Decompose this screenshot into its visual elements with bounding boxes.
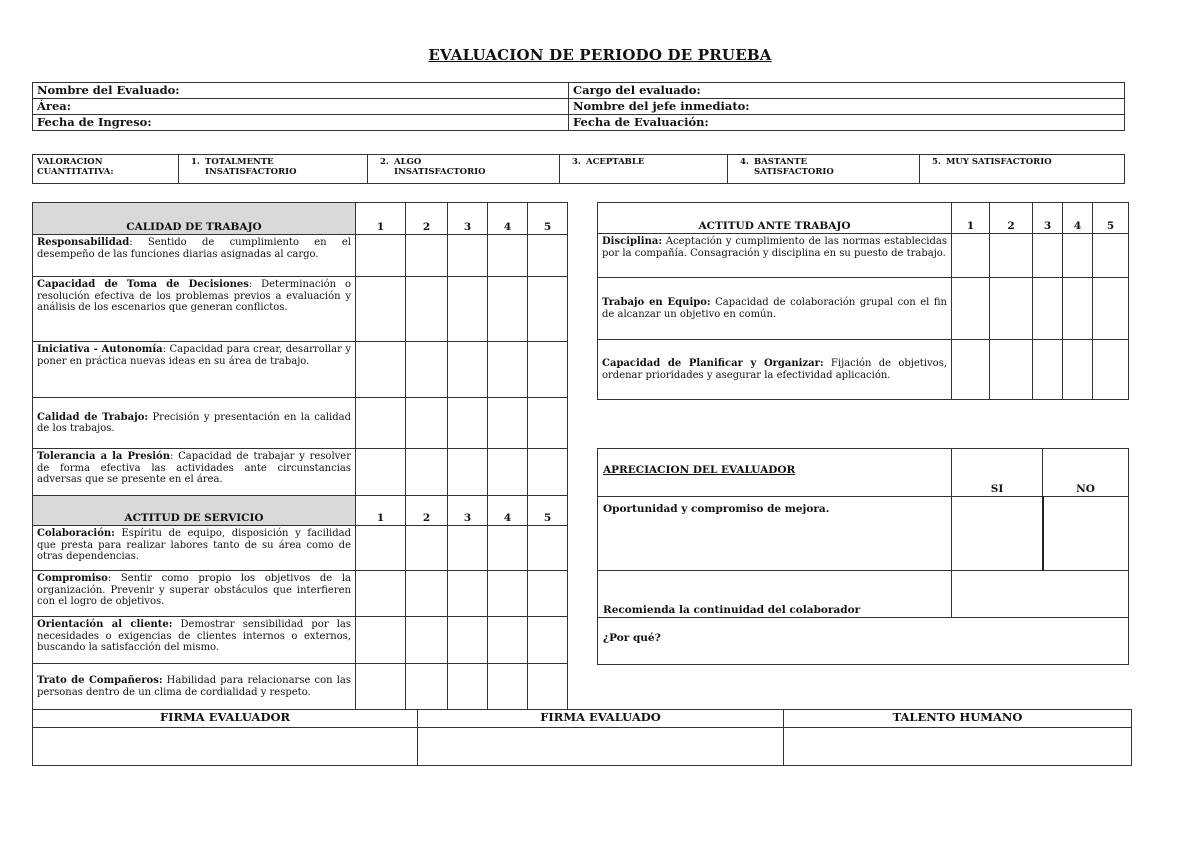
scale-item-3 xyxy=(560,155,728,184)
score-cell-4[interactable] xyxy=(488,571,528,617)
score-cell-3[interactable] xyxy=(1033,234,1063,278)
score-cell-3[interactable] xyxy=(448,398,488,449)
criterion-text xyxy=(598,234,952,278)
score-cell-3[interactable] xyxy=(448,277,488,342)
scale-label: VALORACION CUANTITATIVA: xyxy=(33,155,179,184)
score-cell-2[interactable] xyxy=(990,278,1033,340)
score-cell-5[interactable] xyxy=(528,277,568,342)
score-cell-5[interactable] xyxy=(528,526,568,571)
score-cell-2[interactable] xyxy=(406,571,448,617)
criterion-text xyxy=(33,342,356,398)
criterion-row xyxy=(33,449,568,496)
scale-num: 5. xyxy=(932,157,941,167)
section-header-servicio: ACTITUD DE SERVICIO xyxy=(33,496,356,526)
score-cell-1[interactable] xyxy=(356,571,406,617)
score-cell-1[interactable] xyxy=(952,234,990,278)
column-header-3: 3 xyxy=(448,203,488,235)
column-header-4: 4 xyxy=(488,496,528,526)
score-cell-4[interactable] xyxy=(1063,234,1093,278)
criterion-row xyxy=(33,342,568,398)
criterion-name: Trato de Compañeros: xyxy=(37,675,163,686)
score-cell-2[interactable] xyxy=(406,277,448,342)
criterion-row xyxy=(33,571,568,617)
scale-item-5 xyxy=(920,155,1125,184)
scale-num: 2. xyxy=(380,157,389,167)
criterion-description: Capacidad de colaboración grupal con el fin de alcanzar un objetivo en común. xyxy=(602,297,947,320)
column-header-4: 4 xyxy=(488,203,528,235)
score-cell-5[interactable] xyxy=(528,571,568,617)
supervisor-name-field[interactable]: Nombre del jefe inmediato: xyxy=(569,99,1125,115)
score-cell-3[interactable] xyxy=(448,342,488,398)
criterion-description: Precisión y presentación en la calidad de los trabajos. xyxy=(37,411,351,434)
criterion-text xyxy=(33,571,356,617)
criterion-text xyxy=(33,277,356,342)
score-cell-1[interactable] xyxy=(356,449,406,496)
criterion-row xyxy=(33,277,568,342)
score-cell-5[interactable] xyxy=(1093,234,1129,278)
score-cell-5[interactable] xyxy=(1093,278,1129,340)
column-header-1: 1 xyxy=(952,203,990,234)
evaluee-name-field[interactable]: Nombre del Evaluado: xyxy=(33,83,569,99)
column-header-2: 2 xyxy=(406,203,448,235)
score-cell-4[interactable] xyxy=(488,235,528,277)
criterion-description: Espíritu de equipo, disposición y facilidad que presta para realizar labores tanto de su área como de otras dependencias. xyxy=(37,528,351,562)
scale-text: BASTANTE SATISFACTORIO xyxy=(754,157,834,177)
criterion-row xyxy=(33,617,568,664)
score-cell-3[interactable] xyxy=(448,235,488,277)
scale-text: ACEPTABLE xyxy=(586,157,645,167)
start-date-field[interactable]: Fecha de Ingreso: xyxy=(33,115,569,131)
score-cell-1[interactable] xyxy=(356,398,406,449)
score-cell-2[interactable] xyxy=(406,449,448,496)
assessment-title: APRECIACION DEL EVALUADOR xyxy=(603,463,796,476)
criterion-description: Demostrar sensibilidad por las necesidades o exigencias de clientes internos o externos, buscando la satisfacción del mismo. xyxy=(37,619,352,653)
work-attitude-table xyxy=(597,202,1129,400)
criterion-row xyxy=(33,664,568,710)
score-cell-2[interactable] xyxy=(406,342,448,398)
score-cell-2[interactable] xyxy=(406,235,448,277)
criterion-description: : Capacidad para crear, desarrollar y poner en práctica nuevas ideas en su área de trabajo. xyxy=(37,344,352,367)
criterion-name: Capacidad de Planificar y Organizar: xyxy=(602,358,824,369)
score-cell-1[interactable] xyxy=(356,277,406,342)
evaluation-date-field[interactable]: Fecha de Evaluación: xyxy=(569,115,1125,131)
area-field[interactable]: Área: xyxy=(33,99,569,115)
evaluator-assessment-table xyxy=(597,448,1129,665)
improvement-opportunity-label: Oportunidad y compromiso de mejora. xyxy=(598,497,952,571)
criterion-text xyxy=(33,235,356,277)
scale-text: MUY SATISFACTORIO xyxy=(946,157,1052,167)
score-cell-1[interactable] xyxy=(952,278,990,340)
assessment-header xyxy=(598,449,952,497)
score-cell-2[interactable] xyxy=(990,234,1033,278)
score-cell-4[interactable] xyxy=(488,449,528,496)
criterion-name: Calidad de Trabajo: xyxy=(37,411,149,423)
scale-num: 1. xyxy=(191,157,200,167)
criterion-description: Aceptación y cumplimiento de las normas establecidas por la compañía. Consagración y disciplina en su puesto de trabajo. xyxy=(602,236,947,259)
section-header-calidad: CALIDAD DE TRABAJO xyxy=(33,203,356,235)
score-cell-4[interactable] xyxy=(488,617,528,664)
scale-num: 4. xyxy=(740,157,749,167)
criterion-text xyxy=(598,340,952,400)
score-cell-2[interactable] xyxy=(406,617,448,664)
score-cell-5[interactable] xyxy=(528,342,568,398)
criterion-description: : Determinación o resolución efectiva de los problemas previos a evaluación y análisis de los escenarios que generan conflictos. xyxy=(37,279,351,313)
column-header-5: 5 xyxy=(528,203,568,235)
column-header-2: 2 xyxy=(990,203,1033,234)
score-cell-4[interactable] xyxy=(1063,278,1093,340)
score-cell-1[interactable] xyxy=(356,617,406,664)
quality-service-table xyxy=(32,202,568,710)
criterion-row xyxy=(598,234,1129,278)
score-cell-5[interactable] xyxy=(528,449,568,496)
criterion-text xyxy=(33,398,356,449)
column-header-4: 4 xyxy=(1063,203,1093,234)
criterion-text xyxy=(33,617,356,664)
criterion-description: Habilidad para relacionarse con las personas dentro de un clima de cordialidad y respeto. xyxy=(37,675,351,698)
column-header-2: 2 xyxy=(406,496,448,526)
score-cell-2[interactable] xyxy=(406,398,448,449)
continuity-answer-cell[interactable] xyxy=(952,571,1129,618)
scale-item-2 xyxy=(368,155,560,184)
score-cell-3[interactable] xyxy=(448,664,488,710)
score-cell-4[interactable] xyxy=(1063,340,1093,400)
criterion-name: Compromiso xyxy=(37,573,108,584)
criterion-row xyxy=(598,278,1129,340)
criterion-description: Fijación de objetivos, ordenar prioridades y asegurar la efectividad aplicación. xyxy=(602,358,948,381)
column-header-1: 1 xyxy=(356,203,406,235)
column-header-3: 3 xyxy=(448,496,488,526)
criterion-description: : Sentido de cumplimiento en el desempeño de las funciones diarias asignadas al cargo. xyxy=(37,237,351,260)
criterion-row xyxy=(33,235,568,277)
evaluee-signature-label: FIRMA EVALUADO xyxy=(418,710,784,728)
criterion-name: Capacidad de Toma de Decisiones xyxy=(37,279,249,290)
criterion-text xyxy=(33,526,356,571)
evaluee-signature-field[interactable] xyxy=(418,728,784,766)
scale-text: TOTALMENTE INSATISFACTORIO xyxy=(205,157,297,177)
score-cell-1[interactable] xyxy=(356,342,406,398)
criterion-row xyxy=(33,398,568,449)
rating-scale-table xyxy=(32,154,1125,184)
no-header: NO xyxy=(1043,449,1129,497)
score-cell-2[interactable] xyxy=(406,526,448,571)
score-cell-5[interactable] xyxy=(528,398,568,449)
score-cell-5[interactable] xyxy=(528,664,568,710)
evaluator-signature-label: FIRMA EVALUADOR xyxy=(33,710,418,728)
score-cell-4[interactable] xyxy=(488,664,528,710)
improvement-no-cell[interactable] xyxy=(1043,497,1129,571)
score-cell-3[interactable] xyxy=(448,449,488,496)
score-cell-3[interactable] xyxy=(448,617,488,664)
evaluee-position-field[interactable]: Cargo del evaluado: xyxy=(569,83,1125,99)
score-cell-1[interactable] xyxy=(356,526,406,571)
score-cell-4[interactable] xyxy=(488,398,528,449)
score-cell-4[interactable] xyxy=(488,342,528,398)
employee-info-table xyxy=(32,82,1125,131)
signatures-table xyxy=(32,709,1132,766)
score-cell-4[interactable] xyxy=(488,526,528,571)
score-cell-3[interactable] xyxy=(448,571,488,617)
criterion-row xyxy=(33,526,568,571)
score-cell-5[interactable] xyxy=(528,235,568,277)
scale-item-1 xyxy=(179,155,368,184)
score-cell-5[interactable] xyxy=(1093,340,1129,400)
column-header-5: 5 xyxy=(528,496,568,526)
why-field[interactable]: ¿Por qué? xyxy=(598,618,1129,665)
human-talent-label: TALENTO HUMANO xyxy=(784,710,1132,728)
improvement-si-cell[interactable] xyxy=(952,497,1043,571)
score-cell-3[interactable] xyxy=(1033,278,1063,340)
criterion-name: Iniciativa - Autonomía xyxy=(37,344,163,355)
score-cell-1[interactable] xyxy=(952,340,990,400)
scale-item-4 xyxy=(728,155,920,184)
criterion-text xyxy=(33,664,356,710)
evaluator-signature-field[interactable] xyxy=(33,728,418,766)
criterion-row xyxy=(598,340,1129,400)
human-talent-signature-field[interactable] xyxy=(784,728,1132,766)
score-cell-3[interactable] xyxy=(448,526,488,571)
score-cell-3[interactable] xyxy=(1033,340,1063,400)
scale-text: ALGO INSATISFACTORIO xyxy=(394,157,486,177)
criterion-name: Disciplina: xyxy=(602,236,663,247)
criterion-description: : Capacidad de trabajar y resolver de forma efectiva las actividades ante circunstancias adversas que se presente en el área. xyxy=(37,451,351,485)
score-cell-2[interactable] xyxy=(406,664,448,710)
score-cell-4[interactable] xyxy=(488,277,528,342)
criterion-description: : Sentir como propio los objetivos de la organización. Prevenir y superar obstáculos que interfieren con el logro de objetivos. xyxy=(37,573,351,607)
continuity-recommendation-label: Recomienda la continuidad del colaborador xyxy=(598,571,952,618)
criterion-name: Trabajo en Equipo: xyxy=(602,297,711,308)
criterion-text xyxy=(598,278,952,340)
criterion-name: Colaboración: xyxy=(37,528,115,539)
score-cell-5[interactable] xyxy=(528,617,568,664)
page-title: EVALUACION DE PERIODO DE PRUEBA xyxy=(428,46,772,64)
score-cell-2[interactable] xyxy=(990,340,1033,400)
criterion-name: Responsabilidad xyxy=(37,237,130,248)
si-header: SI xyxy=(952,449,1043,497)
column-header-1: 1 xyxy=(356,496,406,526)
criterion-name: Orientación al cliente: xyxy=(37,619,173,630)
column-header-3: 3 xyxy=(1033,203,1063,234)
criterion-name: Tolerancia a la Presión xyxy=(37,451,170,462)
column-header-5: 5 xyxy=(1093,203,1129,234)
section-header-actitud: ACTITUD ANTE TRABAJO xyxy=(598,203,952,234)
criterion-text xyxy=(33,449,356,496)
score-cell-1[interactable] xyxy=(356,664,406,710)
scale-num: 3. xyxy=(572,157,581,167)
score-cell-1[interactable] xyxy=(356,235,406,277)
